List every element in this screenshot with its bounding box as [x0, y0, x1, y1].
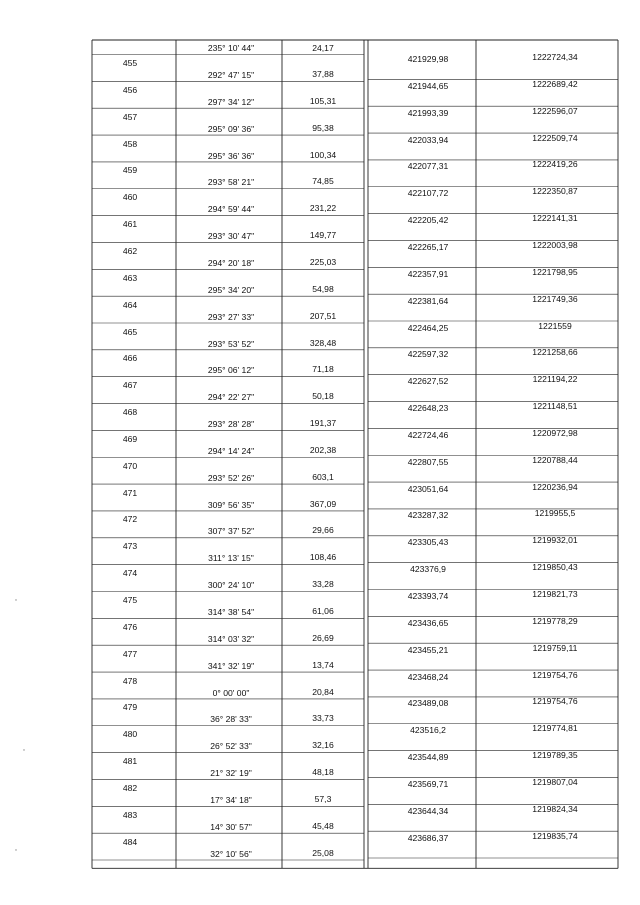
- point-number-cell: 460: [122, 192, 138, 203]
- angle-cell: 311° 13' 15": [208, 553, 254, 564]
- angle-cell: 293° 27' 33": [207, 311, 255, 322]
- point-number-cell: 464: [122, 299, 138, 310]
- angle-cell: 0° 00' 00": [212, 687, 250, 698]
- x-coordinate-cell: 423544,89: [407, 752, 449, 763]
- x-coordinate-cell: 421944,65: [407, 80, 449, 91]
- x-coordinate-cell: 422357,91: [407, 268, 449, 279]
- y-coordinate-cell: 1219821,73: [532, 589, 578, 599]
- distance-cell: 100,34: [309, 149, 337, 160]
- angle-cell: 307° 37' 52": [207, 526, 255, 537]
- angle-cell: 32° 10' 56": [210, 848, 252, 859]
- point-number-cell: 477: [122, 648, 138, 659]
- angle-cell: 300° 24' 10": [207, 580, 255, 591]
- x-coordinate-cell: 423051,64: [407, 483, 449, 494]
- y-coordinate-cell: 1222141,31: [532, 213, 578, 224]
- angle-cell: 293° 52' 26": [207, 472, 255, 483]
- x-coordinate-cell: 422077,31: [407, 161, 449, 172]
- angle-cell: 295° 36' 36": [207, 150, 255, 161]
- y-coordinate-cell: 1222350,87: [532, 186, 578, 197]
- distance-cell: 108,46: [309, 552, 337, 563]
- distance-cell: 225,03: [309, 256, 337, 267]
- point-number-cell: 466: [122, 353, 138, 364]
- distance-cell: 367,09: [309, 498, 337, 509]
- y-coordinate-cell: 1221559: [538, 320, 572, 331]
- distance-cell: 57,3: [314, 793, 332, 804]
- angle-cell: 293° 28' 28": [207, 419, 255, 430]
- angle-cell: 341° 32' 19": [207, 660, 255, 671]
- y-coordinate-cell: 1219754,76: [532, 696, 578, 707]
- angle-cell: 295° 06' 12": [207, 365, 255, 376]
- point-number-cell: 470: [122, 460, 138, 471]
- y-coordinate-cell: 1222419,26: [532, 159, 578, 170]
- angle-cell: 294° 14' 24": [207, 445, 255, 456]
- distance-cell: 95,38: [312, 122, 334, 133]
- x-coordinate-cell: 422205,42: [407, 215, 449, 226]
- x-coordinate-cell: 423686,37: [407, 832, 449, 843]
- point-number-cell: 467: [122, 380, 138, 391]
- distance-cell: 20,84: [312, 686, 334, 697]
- distance-cell: 54,98: [312, 283, 334, 294]
- y-coordinate-cell: 1219759,11: [532, 642, 578, 653]
- x-coordinate-cell: 423376,9: [410, 564, 446, 575]
- point-number-cell: 476: [122, 621, 138, 632]
- distance-cell: 149,77: [309, 230, 337, 241]
- distance-cell: 29,66: [312, 525, 334, 536]
- x-coordinate-cell: 423436,65: [407, 617, 449, 628]
- angle-cell: 36° 28' 33": [210, 714, 252, 725]
- x-coordinate-cell: 423516,2: [410, 725, 446, 736]
- angle-cell: 314° 38' 54": [207, 607, 255, 617]
- point-number-cell: 457: [122, 111, 138, 122]
- y-coordinate-cell: 1222596,07: [532, 105, 578, 116]
- x-coordinate-cell: 423287,32: [407, 510, 449, 521]
- y-coordinate-cell: 1221194,22: [532, 374, 578, 385]
- y-coordinate-cell: 1222689,42: [532, 78, 578, 89]
- point-number-cell: 484: [122, 836, 138, 847]
- x-coordinate-cell: 422381,64: [407, 295, 449, 306]
- x-coordinate-cell: 421993,39: [407, 107, 449, 118]
- point-number-cell: 462: [122, 245, 138, 256]
- x-coordinate-cell: 423468,24: [407, 671, 449, 682]
- y-coordinate-cell: 1222509,74: [532, 132, 578, 143]
- point-number-cell: 482: [122, 782, 138, 793]
- angle-cell: 235° 10' 44": [207, 43, 255, 53]
- x-coordinate-cell: 422627,52: [407, 376, 449, 387]
- distance-cell: 105,31: [309, 95, 337, 106]
- angle-cell: 294° 20' 18": [207, 257, 255, 268]
- y-coordinate-cell: 1220788,44: [532, 454, 578, 465]
- angle-cell: 294° 59' 44": [207, 204, 255, 215]
- point-number-cell: 475: [122, 595, 138, 605]
- y-coordinate-cell: 1220236,94: [532, 481, 578, 492]
- y-coordinate-cell: 1221258,66: [532, 347, 578, 358]
- distance-cell: 26,69: [312, 632, 334, 643]
- x-coordinate-cell: 422597,32: [407, 349, 449, 360]
- x-coordinate-cell: 422107,72: [407, 188, 449, 199]
- distance-cell: 71,18: [312, 364, 334, 375]
- y-coordinate-cell: 1219932,01: [532, 535, 578, 546]
- y-coordinate-cell: 1219824,34: [532, 803, 578, 814]
- x-coordinate-cell: 423569,71: [407, 778, 449, 789]
- y-coordinate-cell: 1219754,76: [532, 669, 578, 680]
- point-number-cell: 474: [122, 568, 138, 579]
- distance-cell: 202,38: [309, 444, 337, 455]
- angle-cell: 26° 52' 33": [210, 741, 252, 752]
- x-coordinate-cell: 423393,74: [407, 591, 449, 601]
- distance-cell: 191,37: [309, 418, 337, 429]
- distance-cell: 61,06: [312, 606, 334, 616]
- angle-cell: 293° 30' 47": [207, 231, 255, 242]
- scan-speck: [15, 599, 16, 600]
- y-coordinate-cell: 1221148,51: [532, 401, 578, 412]
- angle-cell: 17° 34' 18": [210, 794, 252, 805]
- point-number-cell: 465: [122, 326, 138, 337]
- distance-cell: 25,08: [312, 847, 334, 858]
- x-coordinate-cell: 423305,43: [407, 537, 449, 548]
- x-coordinate-cell: 423489,08: [407, 698, 449, 709]
- angle-cell: 297° 34' 12": [207, 96, 255, 107]
- point-number-cell: 479: [122, 702, 138, 713]
- y-coordinate-cell: 1219789,35: [532, 750, 578, 761]
- distance-cell: 24,17: [312, 43, 334, 53]
- x-coordinate-cell: 421929,98: [407, 54, 449, 64]
- x-coordinate-cell: 423455,21: [407, 644, 449, 655]
- point-number-cell: 459: [122, 165, 138, 176]
- y-coordinate-cell: 1219774,81: [532, 723, 578, 734]
- x-coordinate-cell: 422648,23: [407, 403, 449, 414]
- distance-cell: 328,48: [309, 337, 337, 348]
- angle-cell: 295° 09' 36": [207, 123, 255, 134]
- distance-cell: 231,22: [309, 203, 337, 214]
- point-number-cell: 469: [122, 433, 138, 444]
- y-coordinate-cell: 1219835,74: [532, 830, 578, 841]
- x-coordinate-cell: 422033,94: [407, 134, 449, 145]
- distance-cell: 33,28: [312, 579, 334, 590]
- point-number-cell: 456: [122, 84, 138, 95]
- distance-cell: 45,48: [312, 820, 334, 831]
- angle-cell: 314° 03' 32": [207, 633, 255, 644]
- y-coordinate-cell: 1219955,5: [534, 508, 576, 519]
- distance-cell: 74,85: [312, 176, 334, 187]
- angle-cell: 293° 58' 21": [207, 177, 255, 188]
- x-coordinate-cell: 422464,25: [407, 322, 449, 333]
- x-coordinate-cell: 422265,17: [407, 241, 449, 252]
- point-number-cell: 455: [122, 58, 138, 68]
- distance-cell: 13,74: [312, 659, 334, 670]
- point-number-cell: 472: [122, 514, 138, 525]
- y-coordinate-cell: 1222003,98: [532, 239, 578, 250]
- point-number-cell: 480: [122, 729, 138, 740]
- y-coordinate-cell: 1220972,98: [532, 427, 578, 438]
- y-coordinate-cell: 1222724,34: [532, 52, 578, 62]
- y-coordinate-cell: 1221798,95: [532, 266, 578, 277]
- point-number-cell: 481: [122, 756, 138, 767]
- point-number-cell: 471: [122, 487, 138, 498]
- angle-cell: 292° 47' 15": [207, 70, 255, 80]
- distance-cell: 33,73: [312, 713, 334, 724]
- angle-cell: 14° 30' 57": [210, 821, 252, 832]
- point-number-cell: 468: [122, 407, 138, 418]
- y-coordinate-cell: 1219807,04: [532, 776, 578, 787]
- point-number-cell: 461: [122, 219, 138, 230]
- distance-cell: 32,16: [312, 740, 334, 751]
- x-coordinate-cell: 423644,34: [407, 805, 449, 816]
- point-number-cell: 478: [122, 675, 138, 686]
- x-coordinate-cell: 422807,55: [407, 456, 449, 467]
- angle-cell: 294° 22' 27": [207, 392, 255, 403]
- distance-cell: 207,51: [309, 310, 337, 321]
- distance-cell: 37,88: [312, 69, 334, 79]
- angle-cell: 309° 56' 35": [207, 499, 255, 510]
- scan-speck: [23, 749, 24, 750]
- scan-speck: [15, 849, 16, 850]
- angle-cell: 295° 34' 20": [207, 284, 255, 295]
- angle-cell: 21° 32' 19": [210, 768, 252, 779]
- point-number-cell: 463: [122, 272, 138, 283]
- point-number-cell: 483: [122, 809, 138, 820]
- point-number-cell: 458: [122, 138, 138, 149]
- y-coordinate-cell: 1219778,29: [532, 615, 578, 626]
- angle-cell: 293° 53' 52": [207, 338, 255, 349]
- distance-cell: 48,18: [312, 767, 334, 778]
- x-coordinate-cell: 422724,46: [407, 429, 449, 440]
- point-number-cell: 473: [122, 541, 138, 552]
- distance-cell: 50,18: [312, 391, 334, 402]
- y-coordinate-cell: 1221749,36: [532, 293, 578, 304]
- distance-cell: 603,1: [312, 471, 334, 482]
- y-coordinate-cell: 1219850,43: [532, 562, 578, 573]
